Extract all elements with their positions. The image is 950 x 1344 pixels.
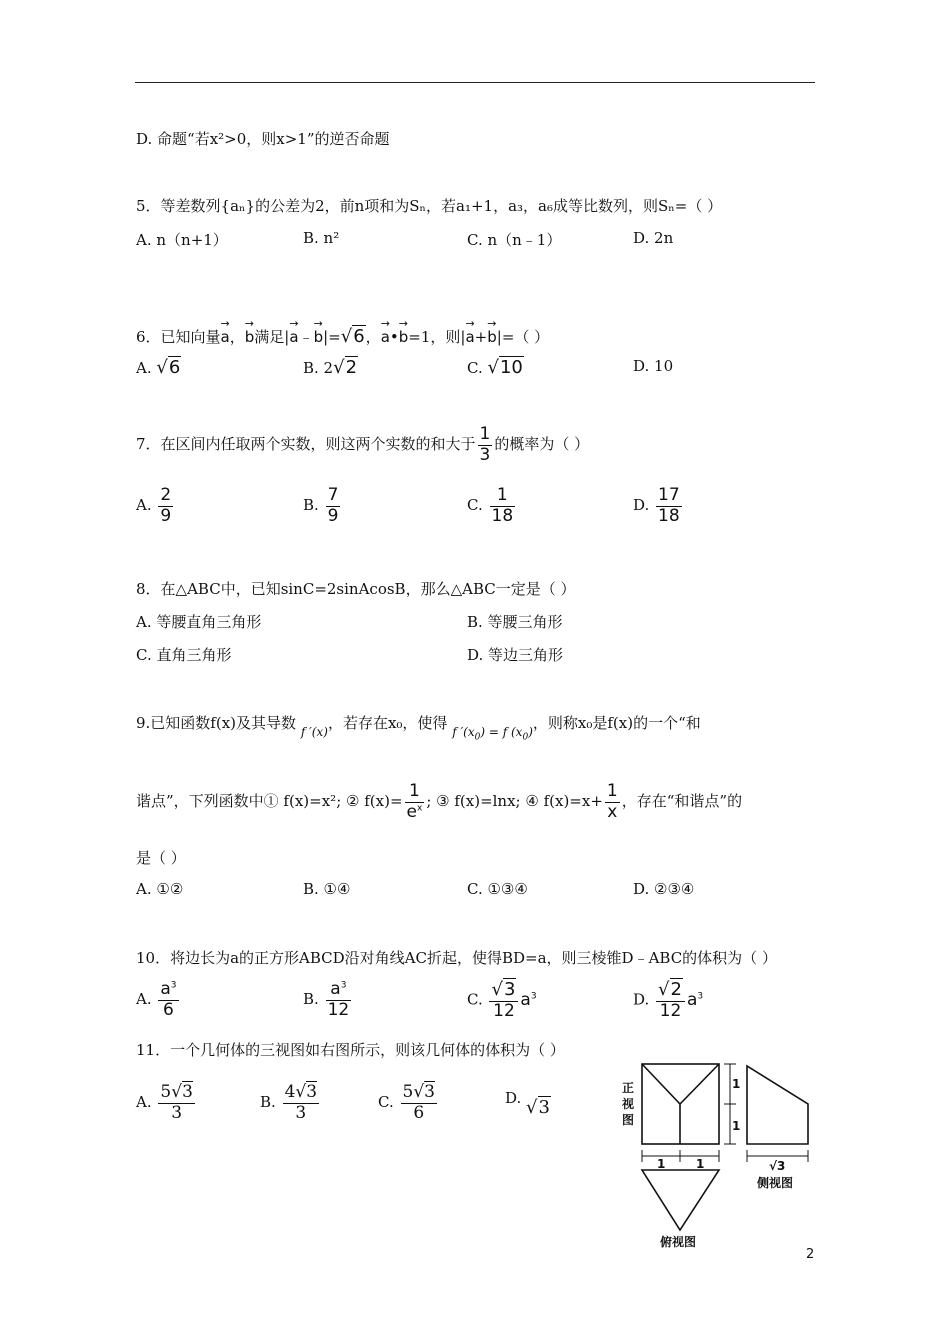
q11-option-b-den: 3 xyxy=(295,1102,307,1123)
top-view-triangle xyxy=(642,1170,719,1230)
q7-option-b-den: 9 xyxy=(327,505,339,526)
q6-stem: 6．已知向量→ a，→ b满足|→ a﹣→ b|=√6，→ a•→ b=1，则|→ a+→ b|=（ ） xyxy=(136,326,549,347)
dim-height-bottom: 1 xyxy=(732,1119,741,1133)
q7-option-a-den: 9 xyxy=(160,505,172,526)
top-view-label: 俯视图 xyxy=(660,1235,697,1249)
q11-option-b-coef: 4 xyxy=(284,1082,296,1102)
q11-stem: 11．一个几何体的三视图如右图所示，则该几何体的体积为（ ） xyxy=(136,1041,565,1059)
q9-line2-b: ; ③ f(x)=lnx; ④ f(x)=x+ xyxy=(426,792,603,811)
dim-width-right: 1 xyxy=(696,1157,705,1171)
q4-option-d: D. 命题“若x²>0，则x>1”的逆否命题 xyxy=(136,130,390,148)
q9-option-d: D. ②③④ xyxy=(633,880,695,898)
q11-option-a-label: A. xyxy=(136,1093,152,1112)
q6-option-b: B. 2√2 xyxy=(303,357,358,378)
q8-option-a: A. 等腰直角三角形 xyxy=(136,613,262,631)
q6-option-a-value: 6 xyxy=(168,357,181,378)
q11-option-c-coef: 5 xyxy=(402,1082,414,1102)
dim-height-top: 1 xyxy=(732,1077,741,1091)
q7-option-b-num: 7 xyxy=(327,485,339,505)
q6-option-b-label: B. 2 xyxy=(303,359,334,377)
q11-option-c-label: C. xyxy=(378,1093,394,1112)
q9-line3: 是（ ） xyxy=(136,849,186,867)
q11-option-d: D. √3 xyxy=(505,1089,550,1118)
q7-option-c-num: 1 xyxy=(490,486,516,507)
q7-option-a-num: 2 xyxy=(160,485,172,505)
q11-option-a: A. $\frac{5√3}{3}$ xyxy=(136,1082,193,1123)
q7-option-d-label: D. xyxy=(633,496,650,515)
q9-line1-a: 9.已知函数f(x)及其导数 xyxy=(136,714,297,732)
q7-option-a xyxy=(136,486,175,526)
q11-option-a-den: 3 xyxy=(171,1102,183,1123)
q8-option-d: D. 等边三角形 xyxy=(467,646,564,664)
front-view-label-1: 正 xyxy=(622,1081,635,1095)
q7-option-c-den: 18 xyxy=(491,505,514,526)
q8-option-c: C. 直角三角形 xyxy=(136,646,232,664)
q11-option-c: C. $\frac{5√3}{6}$ xyxy=(378,1082,435,1123)
q6-option-a-label: A. xyxy=(136,359,152,377)
q9-line1-c: ，则称x₀是f(x)的一个“和 xyxy=(532,714,701,732)
q11-option-c-den: 6 xyxy=(413,1102,425,1123)
q7-threshold-denominator: 3 xyxy=(479,444,491,465)
q7-option-a-label: A. xyxy=(136,496,152,515)
q9-line1: 9.已知函数f(x)及其导数 $_{f '(x)}$，若存在x₀，使得 $_{f '(x_0) = f (x_0)}$，则称x₀是f(x)的一个“和 xyxy=(136,714,701,743)
q7-stem xyxy=(136,425,589,465)
q9-option-a: A. ①② xyxy=(136,880,184,898)
q6-option-c: C. √10 xyxy=(467,357,523,378)
q5-option-c: C. n（n﹣1） xyxy=(467,231,562,249)
q7-stem-pre: 7．在区间内任取两个实数，则这两个实数的和大于 xyxy=(136,435,476,454)
front-view-inner-lines xyxy=(642,1064,719,1104)
q10-option-c: C. $\frac{√3}{12}$ $a^3$ xyxy=(467,979,537,1021)
q6-option-c-value: 10 xyxy=(499,357,523,378)
q5-option-b: B. n² xyxy=(303,229,340,247)
q8-option-b: B. 等腰三角形 xyxy=(467,613,563,631)
q10-stem: 10．将边长为a的正方形ABCD沿对角线AC折起，使得BD=a，则三棱锥D﹣ABC的体积为（ ） xyxy=(136,949,777,967)
q6-option-a: A. √6 xyxy=(136,357,181,378)
q9-line2-c: ，存在“和谐点”的 xyxy=(621,792,743,811)
side-view-shape xyxy=(747,1066,808,1144)
q7-threshold-fraction xyxy=(478,425,493,465)
q5-option-a: A. n（n+1） xyxy=(136,231,228,249)
q11-option-d-label: D. xyxy=(505,1089,522,1107)
q7-stem-post: 的概率为（ ） xyxy=(494,435,590,454)
q7-option-d-num: 17 xyxy=(658,485,680,505)
q11-option-b-label: B. xyxy=(260,1093,276,1112)
q7-option-c-label: C. xyxy=(467,496,483,515)
q8-stem: 8．在△ABC中，已知sinC=2sinAcosB，那么△ABC一定是（ ） xyxy=(136,580,576,598)
q11-option-b: B. $\frac{4√3}{3}$ xyxy=(260,1082,318,1123)
page-number: 2 xyxy=(806,1247,815,1262)
q6-option-b-value: 2 xyxy=(345,357,358,378)
q6-option-c-label: C. xyxy=(467,359,483,377)
q10-option-d: D. $\frac{√2}{12}$ $a^3$ xyxy=(633,979,704,1021)
header-rule xyxy=(135,82,815,83)
q9-option-b: B. ①④ xyxy=(303,880,351,898)
q7-option-d xyxy=(633,486,684,526)
q7-option-c xyxy=(467,486,517,526)
dim-width-left: 1 xyxy=(657,1157,666,1171)
front-view-label-3: 图 xyxy=(622,1113,635,1127)
q7-threshold-numerator: 1 xyxy=(479,424,491,444)
q9-option-c: C. ①③④ xyxy=(467,880,528,898)
q6-option-d: D. 10 xyxy=(633,357,674,375)
q7-option-d-den: 18 xyxy=(658,505,680,526)
q5-stem: 5．等差数列{aₙ}的公差为2，前n项和为Sₙ，若a₁+1，a₃，a₆成等比数列，则Sₙ=（ ） xyxy=(136,197,723,215)
q9-line2: 谐点”，下列函数中① f(x)=x²; ② f(x)= $\frac{1}{e^x}$ ; ③ f(x)=lnx; ④ f(x)=x+ $\frac{1}{x}$ ，存在“和谐点”的 xyxy=(136,781,743,822)
q9-line2-a: 谐点”，下列函数中① f(x)=x²; ② f(x)= xyxy=(136,792,403,811)
front-view-label-2: 视 xyxy=(622,1097,635,1111)
side-view-label: 侧视图 xyxy=(757,1176,794,1190)
q5-option-d: D. 2n xyxy=(633,229,674,247)
q6-stem-prefix: 6．已知向量 xyxy=(136,328,221,346)
q10-option-b: B. $\frac{a^3}{12}$ xyxy=(303,979,350,1020)
q10-option-a: A. $\frac{a^3}{6}$ xyxy=(136,979,177,1020)
three-view-figure xyxy=(612,1058,817,1253)
q11-option-a-coef: 5 xyxy=(160,1082,172,1102)
q7-option-b-label: B. xyxy=(303,496,319,515)
q9-line1-b: ，若存在x₀，使得 xyxy=(327,714,448,732)
q7-option-b xyxy=(303,486,342,526)
dim-side-width: √3 xyxy=(769,1159,786,1173)
